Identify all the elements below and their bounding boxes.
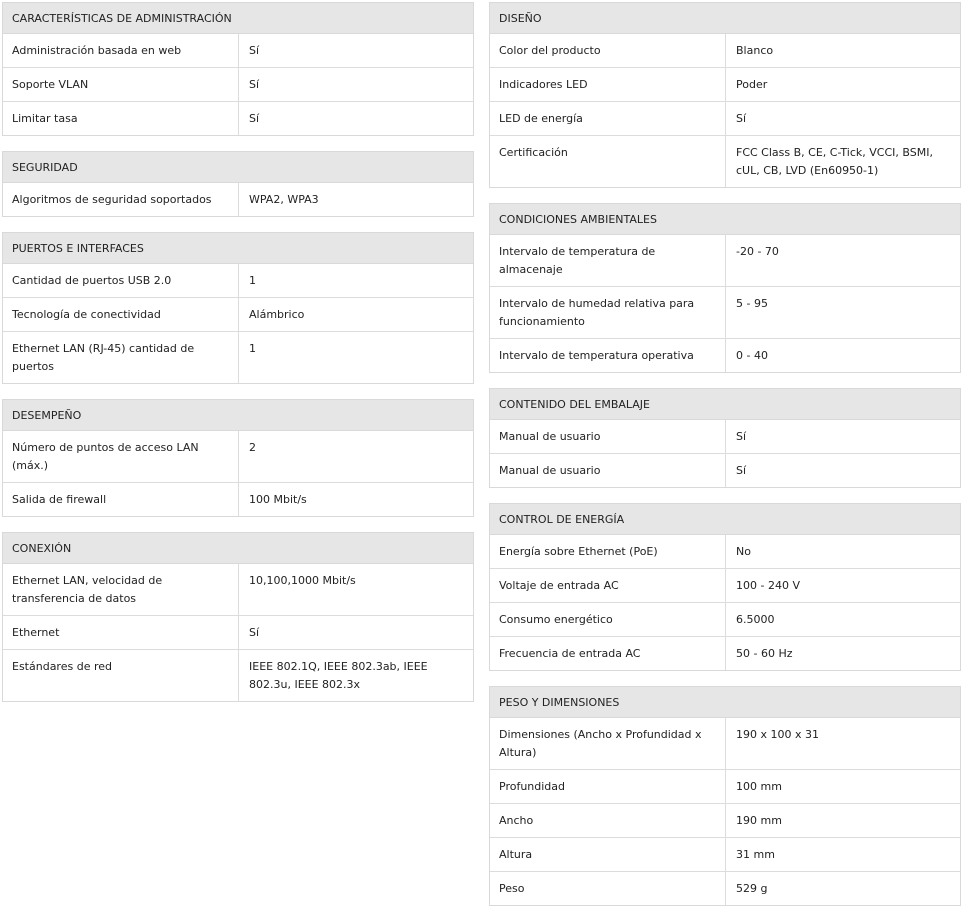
spec-label: Administración basada en web — [3, 34, 239, 67]
spec-section-condiciones-ambientales — [489, 203, 961, 373]
spec-label: Número de puntos de acceso LAN (máx.) — [3, 431, 239, 482]
spec-row — [490, 286, 960, 338]
spec-label: Algoritmos de seguridad soportados — [3, 183, 239, 216]
spec-value: Sí — [249, 112, 260, 125]
spec-value: Sí — [249, 626, 260, 639]
spec-section-title: CARACTERÍSTICAS DE ADMINISTRACIÓN — [3, 3, 473, 34]
spec-section-title: CONTROL DE ENERGÍA — [490, 504, 960, 535]
spec-section-conexion — [2, 532, 474, 702]
spec-value: FCC Class B, CE, C-Tick, VCCI, BSMI, cUL, CB, LVD (En60950-1) — [736, 146, 933, 177]
spec-row — [490, 420, 960, 453]
spec-label: Indicadores LED — [490, 68, 726, 101]
spec-row — [3, 67, 473, 101]
spec-row — [3, 297, 473, 331]
spec-row — [490, 67, 960, 101]
spec-value: Sí — [736, 430, 747, 443]
spec-value: 10,100,1000 Mbit/s — [249, 574, 356, 587]
spec-label: Manual de usuario — [490, 420, 726, 453]
spec-label: Intervalo de humedad relativa para funcionamiento — [490, 287, 726, 338]
spec-rows — [3, 431, 473, 516]
spec-value: 5 - 95 — [736, 297, 768, 310]
spec-row — [490, 871, 960, 905]
spec-row — [3, 564, 473, 615]
spec-rows — [490, 535, 960, 670]
spec-section-peso-y-dimensiones — [489, 686, 961, 906]
spec-label: LED de energía — [490, 102, 726, 135]
spec-label: Altura — [490, 838, 726, 871]
spec-section-title: CONDICIONES AMBIENTALES — [490, 204, 960, 235]
spec-label: Ethernet LAN (RJ-45) cantidad de puertos — [3, 332, 239, 383]
spec-value: Alámbrico — [249, 308, 305, 321]
spec-row — [3, 34, 473, 67]
spec-label: Ancho — [490, 804, 726, 837]
spec-value: No — [736, 545, 751, 558]
spec-rows — [490, 420, 960, 487]
spec-label: Color del producto — [490, 34, 726, 67]
spec-rows — [3, 183, 473, 216]
spec-row — [490, 769, 960, 803]
spec-label: Energía sobre Ethernet (PoE) — [490, 535, 726, 568]
spec-value: 2 — [249, 441, 256, 454]
spec-label: Intervalo de temperatura operativa — [490, 339, 726, 372]
spec-value: 100 Mbit/s — [249, 493, 307, 506]
spec-row — [490, 34, 960, 67]
spec-value: 6.5000 — [736, 613, 775, 626]
spec-row — [490, 453, 960, 487]
spec-row — [3, 183, 473, 216]
spec-section-contenido-del-embalaje — [489, 388, 961, 488]
spec-label: Dimensiones (Ancho x Profundidad x Altura) — [490, 718, 726, 769]
spec-label: Profundidad — [490, 770, 726, 803]
spec-section-title: DESEMPEÑO — [3, 400, 473, 431]
spec-value: IEEE 802.1Q, IEEE 802.3ab, IEEE 802.3u, IEEE 802.3x — [249, 660, 428, 691]
spec-value: 1 — [249, 342, 256, 355]
spec-value: 31 mm — [736, 848, 775, 861]
spec-label: Soporte VLAN — [3, 68, 239, 101]
spec-row — [3, 264, 473, 297]
spec-row — [3, 331, 473, 383]
spec-section-diseno — [489, 2, 961, 188]
spec-row — [490, 101, 960, 135]
spec-value: Poder — [736, 78, 768, 91]
spec-section-title: PUERTOS E INTERFACES — [3, 233, 473, 264]
spec-value: 0 - 40 — [736, 349, 768, 362]
spec-label: Intervalo de temperatura de almacenaje — [490, 235, 726, 286]
spec-value: 529 g — [736, 882, 768, 895]
spec-label: Limitar tasa — [3, 102, 239, 135]
spec-label: Certificación — [490, 136, 726, 187]
spec-row — [3, 615, 473, 649]
spec-row — [490, 235, 960, 286]
spec-section-title: DISEÑO — [490, 3, 960, 34]
spec-value: Sí — [736, 464, 747, 477]
spec-value: Blanco — [736, 44, 774, 57]
spec-row — [490, 135, 960, 187]
spec-value: WPA2, WPA3 — [249, 193, 319, 206]
spec-row — [490, 602, 960, 636]
spec-section-desempeno — [2, 399, 474, 517]
spec-column-right — [489, 2, 961, 921]
spec-section-control-de-energia — [489, 503, 961, 671]
spec-label: Ethernet LAN, velocidad de transferencia de datos — [3, 564, 239, 615]
spec-row — [490, 568, 960, 602]
spec-rows — [3, 34, 473, 135]
spec-section-caracteristicas-de-administracion — [2, 2, 474, 136]
spec-section-title: PESO Y DIMENSIONES — [490, 687, 960, 718]
spec-value: -20 - 70 — [736, 245, 779, 258]
spec-value: Sí — [736, 112, 747, 125]
spec-label: Frecuencia de entrada AC — [490, 637, 726, 670]
spec-value: 190 x 100 x 31 — [736, 728, 819, 741]
spec-rows — [490, 718, 960, 905]
spec-label: Voltaje de entrada AC — [490, 569, 726, 602]
spec-section-title: CONEXIÓN — [3, 533, 473, 564]
spec-label: Estándares de red — [3, 650, 239, 701]
spec-rows — [3, 264, 473, 383]
spec-row — [3, 649, 473, 701]
spec-row — [490, 803, 960, 837]
spec-section-seguridad — [2, 151, 474, 217]
spec-value: 50 - 60 Hz — [736, 647, 793, 660]
spec-label: Salida de firewall — [3, 483, 239, 516]
spec-row — [490, 837, 960, 871]
spec-value: 100 mm — [736, 780, 782, 793]
spec-label: Cantidad de puertos USB 2.0 — [3, 264, 239, 297]
spec-row — [3, 101, 473, 135]
spec-row — [490, 338, 960, 372]
spec-rows — [490, 235, 960, 372]
spec-column-left — [2, 2, 474, 717]
spec-section-puertos-e-interfaces — [2, 232, 474, 384]
spec-rows — [3, 564, 473, 701]
spec-label: Peso — [490, 872, 726, 905]
spec-rows — [490, 34, 960, 187]
spec-section-title: CONTENIDO DEL EMBALAJE — [490, 389, 960, 420]
spec-row — [3, 431, 473, 482]
spec-value: 100 - 240 V — [736, 579, 800, 592]
spec-section-title: SEGURIDAD — [3, 152, 473, 183]
spec-label: Ethernet — [3, 616, 239, 649]
spec-value: 1 — [249, 274, 256, 287]
spec-row — [490, 535, 960, 568]
spec-value: Sí — [249, 78, 260, 91]
spec-label: Consumo energético — [490, 603, 726, 636]
spec-row — [3, 482, 473, 516]
spec-row — [490, 636, 960, 670]
spec-value: Sí — [249, 44, 260, 57]
spec-label: Manual de usuario — [490, 454, 726, 487]
spec-row — [490, 718, 960, 769]
spec-value: 190 mm — [736, 814, 782, 827]
spec-label: Tecnología de conectividad — [3, 298, 239, 331]
